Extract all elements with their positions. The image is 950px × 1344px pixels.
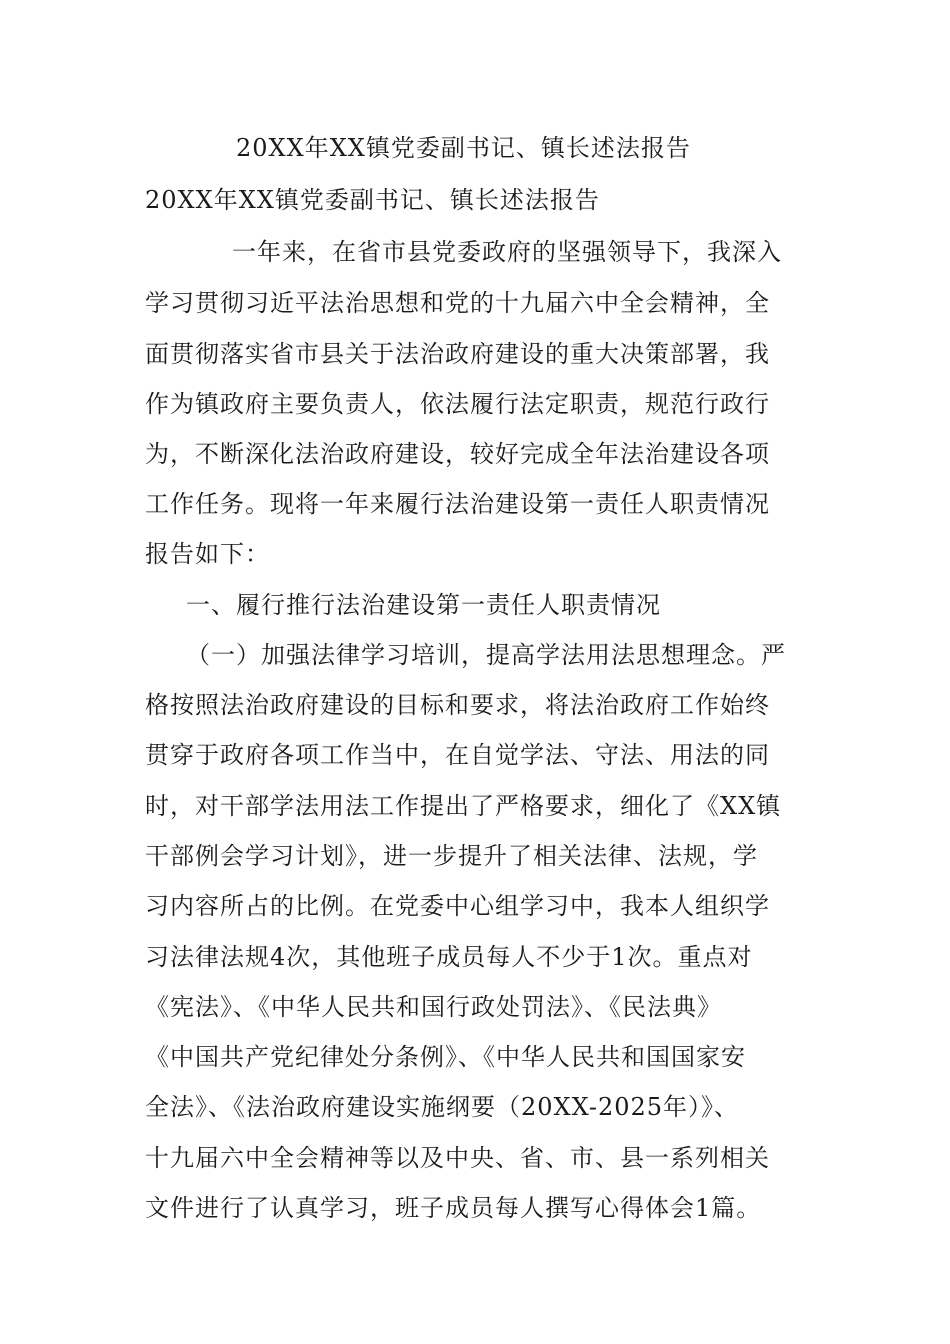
paragraph-line: 为，不断深化法治政府建设，较好完成全年法治建设各项 <box>145 440 770 468</box>
paragraph-line: （一）加强法律学习培训，提高学法用法思想理念。严 <box>186 641 786 669</box>
document-subtitle: 20XX年XX镇党委副书记、镇长述法报告 <box>145 186 600 214</box>
paragraph-line: 文件进行了认真学习，班子成员每人撰写心得体会1篇。 <box>145 1194 762 1222</box>
section-heading: 一、履行推行法治建设第一责任人职责情况 <box>186 591 661 619</box>
paragraph-line: 报告如下： <box>145 540 270 568</box>
paragraph-line: 作为镇政府主要负责人，依法履行法定职责，规范行政行 <box>145 390 770 418</box>
paragraph-line: 《中国共产党纪律处分条例》、《中华人民共和国国家安 <box>145 1043 746 1071</box>
paragraph-line: 工作任务。现将一年来履行法治建设第一责任人职责情况 <box>145 490 770 518</box>
paragraph-line: 干部例会学习计划》，进一步提升了相关法律、法规，学 <box>145 842 758 870</box>
paragraph-line: 面贯彻落实省市县关于法治政府建设的重大决策部署，我 <box>145 340 770 368</box>
document-title: 20XX年XX镇党委副书记、镇长述法报告 <box>236 134 691 162</box>
paragraph-line: 习法律法规4次，其他班子成员每人不少于1次。重点对 <box>145 943 753 971</box>
paragraph-line: 十九届六中全会精神等以及中央、省、市、县一系列相关 <box>145 1144 770 1172</box>
paragraph-line: 学习贯彻习近平法治思想和党的十九届六中全会精神，全 <box>145 289 770 317</box>
paragraph-line: 全法》、《法治政府建设实施纲要（20XX-2025年）》、 <box>145 1093 740 1121</box>
paragraph-line: 时，对干部学法用法工作提出了严格要求，细化了《XX镇 <box>145 792 782 820</box>
paragraph-line: 一年来，在省市县党委政府的坚强领导下，我深入 <box>232 238 782 266</box>
paragraph-line: 格按照法治政府建设的目标和要求，将法治政府工作始终 <box>145 691 770 719</box>
paragraph-line: 《宪法》、《中华人民共和国行政处罚法》、《民法典》 <box>145 993 722 1021</box>
paragraph-line: 习内容所占的比例。在党委中心组学习中，我本人组织学 <box>145 892 770 920</box>
paragraph-line: 贯穿于政府各项工作当中，在自觉学法、守法、用法的同 <box>145 741 770 769</box>
